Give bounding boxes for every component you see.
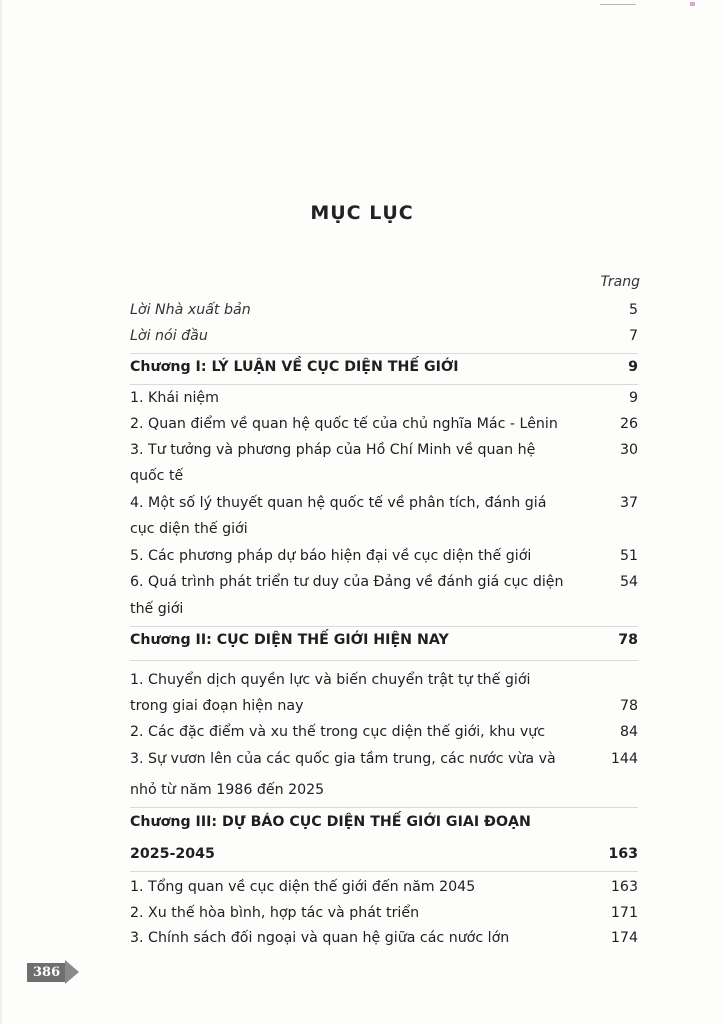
divider: [130, 871, 638, 872]
toc-entry-page: 78: [619, 698, 638, 714]
toc-chapter[interactable]: [130, 355, 638, 379]
top-mark: [690, 2, 695, 6]
toc-entry-page: 51: [619, 548, 638, 564]
toc-entry-title: 3. Chính sách đối ngoại và quan hệ giữa các nước lớn: [130, 930, 510, 946]
toc-entry[interactable]: [130, 901, 638, 925]
toc-entry-title: 4. Một số lý thuyết quan hệ quốc tế về phân tích, đánh giá: [130, 495, 547, 511]
toc-entry-page: 9: [628, 390, 638, 406]
toc-chapter-continued[interactable]: [130, 842, 638, 866]
toc-entry-page: 5: [628, 302, 638, 318]
toc-entry-title: quốc tế: [130, 468, 184, 484]
toc-entry[interactable]: [130, 324, 638, 348]
toc-entry[interactable]: [130, 544, 638, 568]
toc-entry-title: 2. Quan điểm về quan hệ quốc tế của chủ nghĩa Mác - Lênin: [130, 416, 558, 432]
toc-entry-title: 5. Các phương pháp dự báo hiện đại về cục diện thế giới: [130, 548, 532, 564]
toc-entry[interactable]: [130, 298, 638, 322]
toc-entry[interactable]: [130, 747, 638, 771]
toc-entry[interactable]: [130, 491, 638, 515]
top-rule: [600, 4, 636, 5]
toc-chapter[interactable]: [130, 810, 638, 834]
toc-chapter-page: 78: [618, 632, 638, 648]
toc-chapter-title: Chương II: CỤC DIỆN THẾ GIỚI HIỆN NAY: [130, 632, 449, 648]
toc-entry-page: 54: [619, 574, 638, 590]
toc-entry-title: 1. Khái niệm: [130, 390, 219, 406]
toc-chapter-title: 2025-2045: [130, 846, 215, 862]
toc-entry-title: Lời Nhà xuất bản: [130, 302, 251, 318]
toc-entry[interactable]: [130, 668, 638, 692]
page-column-label: Trang: [600, 274, 640, 290]
toc-entry-title: 2. Các đặc điểm và xu thế trong cục diện thế giới, khu vực: [130, 724, 546, 740]
toc-chapter-page: 163: [608, 846, 638, 862]
toc-entry-title: 2. Xu thế hòa bình, hợp tác và phát triển: [130, 905, 420, 921]
toc-entry-page: 7: [628, 328, 638, 344]
toc-entry-title: 6. Quá trình phát triển tư duy của Đảng về đánh giá cục diện: [130, 574, 564, 590]
toc-entry-page: 163: [610, 879, 638, 895]
toc-entry[interactable]: [130, 875, 638, 899]
toc-entry[interactable]: [130, 412, 638, 436]
arrow-tab-icon: [65, 960, 79, 984]
page-title: MỤC LỤC: [310, 202, 414, 224]
page-edge: [0, 0, 2, 1024]
toc-entry-page: 30: [619, 442, 638, 458]
toc-chapter-title: Chương III: DỰ BÁO CỤC DIỆN THẾ GIỚI GIAI ĐOẠN: [130, 814, 531, 830]
toc-entry-continued[interactable]: [130, 694, 638, 718]
page-number-tab: [27, 960, 79, 984]
toc-entry-continued[interactable]: [130, 778, 638, 802]
toc-entry-title: thế giới: [130, 601, 184, 617]
toc-entry-continued[interactable]: [130, 517, 638, 541]
toc-entry-title: nhỏ từ năm 1986 đến 2025: [130, 782, 325, 798]
toc-entry-page: 174: [610, 930, 638, 946]
footer-page-number: 386: [27, 963, 66, 982]
toc-entry-title: Lời nói đầu: [130, 328, 208, 344]
toc-entry-title: trong giai đoạn hiện nay: [130, 698, 304, 714]
toc-chapter-page: 9: [628, 359, 638, 375]
toc-entry-title: 1. Tổng quan về cục diện thế giới đến năm 2045: [130, 879, 476, 895]
toc-entry[interactable]: [130, 720, 638, 744]
divider: [130, 626, 638, 627]
toc-entry-page: 171: [610, 905, 638, 921]
toc-entry[interactable]: [130, 438, 638, 462]
toc-entry-title: 1. Chuyển dịch quyền lực và biến chuyển trật tự thế giới: [130, 672, 531, 688]
toc-entry-title: cục diện thế giới: [130, 521, 248, 537]
toc-entry-continued[interactable]: [130, 464, 638, 488]
divider: [130, 807, 638, 808]
toc-entry[interactable]: [130, 386, 638, 410]
toc-entry-continued[interactable]: [130, 597, 638, 621]
divider: [130, 353, 638, 354]
toc-entry-page: 26: [619, 416, 638, 432]
toc-entry-page: 144: [610, 751, 638, 767]
divider: [130, 660, 638, 661]
divider: [130, 384, 638, 385]
toc-entry-title: 3. Sự vươn lên của các quốc gia tầm trung, các nước vừa và: [130, 751, 556, 767]
toc-chapter[interactable]: [130, 628, 638, 652]
toc-chapter-title: Chương I: LÝ LUẬN VỀ CỤC DIỆN THẾ GIỚI: [130, 359, 459, 375]
toc-entry-page: 37: [619, 495, 638, 511]
toc-entry-title: 3. Tư tưởng và phương pháp của Hồ Chí Minh về quan hệ: [130, 442, 536, 458]
toc-entry[interactable]: [130, 926, 638, 950]
toc-entry[interactable]: [130, 570, 638, 594]
toc-entry-page: 84: [619, 724, 638, 740]
